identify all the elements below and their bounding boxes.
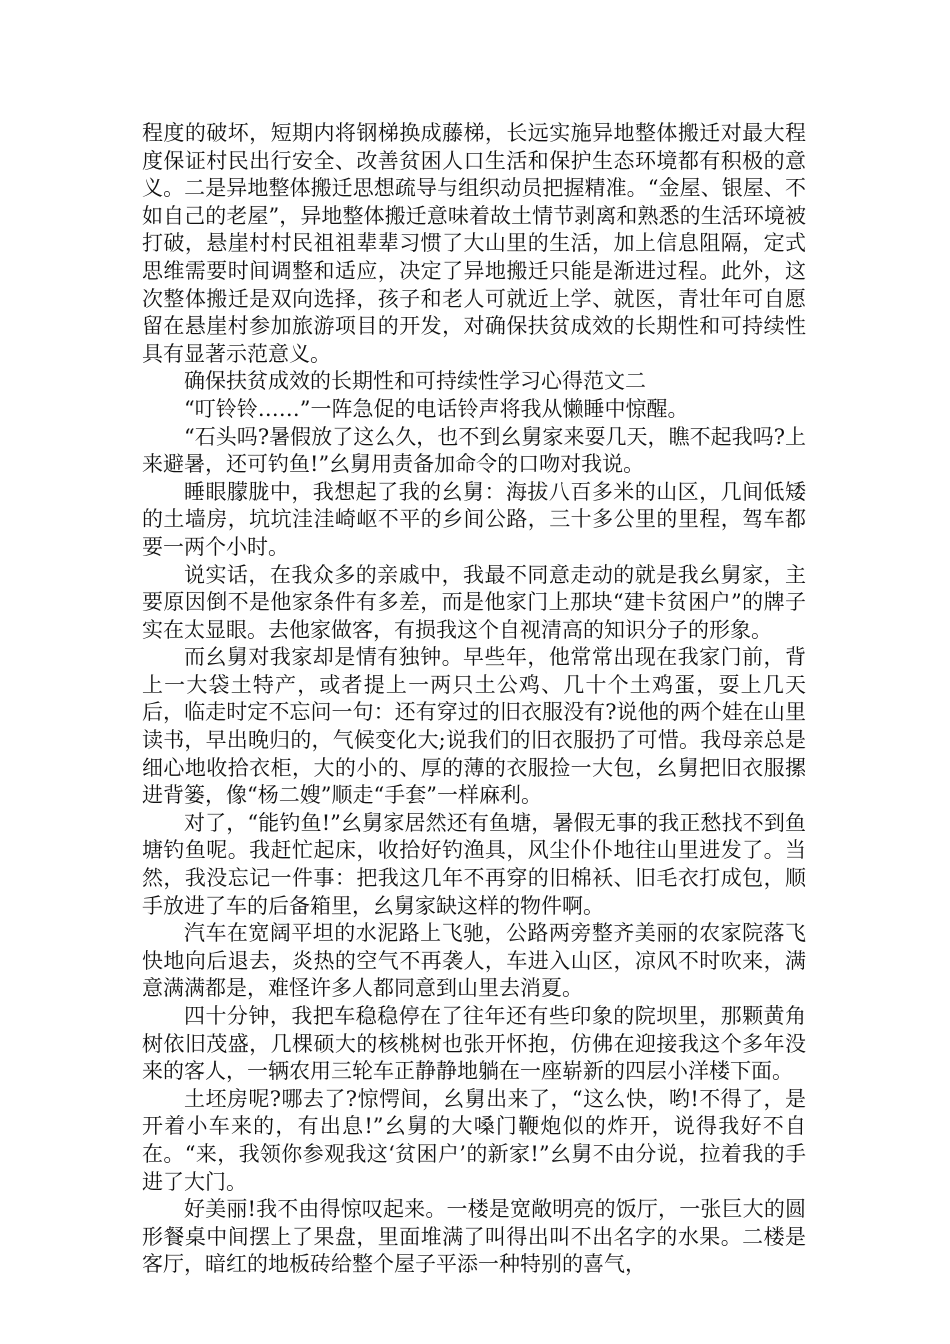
paragraph: 好美丽!我不由得惊叹起来。一楼是宽敞明亮的饭厅，一张巨大的圆形餐桌中间摆上了果盘，里面堆满了叫得出叫不出名字的水果。二楼是客厅，暗红的地板砖给整个屋子平添一种特别的喜气， — [142, 1197, 806, 1277]
paragraph: 对了，“能钓鱼!”幺舅家居然还有鱼塘，暑假无事的我正愁找不到鱼塘钓鱼呢。我赶忙起床，收拾好钓渔具，风尘仆仆地往山里进发了。当然，我没忘记一件事：把我这几年不再穿的旧棉袄、旧毛衣打成包，顺手放进了车的后备箱里，幺舅家缺这样的物件啊。 — [142, 810, 806, 918]
paragraph: 四十分钟，我把车稳稳停在了往年还有些印象的院坝里，那颗黄角树依旧茂盛，几棵硕大的核桃树也张开怀抱，仿佛在迎接我这个多年没来的客人，一辆农用三轮车正静静地躺在一座崭新的四层小洋楼下面。 — [142, 1004, 806, 1084]
paragraph: “石头吗?暑假放了这么久，也不到幺舅家来耍几天，瞧不起我吗?上来避暑，还可钓鱼!”幺舅用责备加命令的口吻对我说。 — [142, 424, 806, 477]
paragraph-continued: 程度的破坏，短期内将钢梯换成藤梯，长远实施异地整体搬迁对最大程度保证村民出行安全、改善贫困人口生活和保护生态环境都有积极的意义。二是异地整体搬迁思想疏导与组织动员把握精准。“金屋、银屋、不如自己的老屋”，异地整体搬迁意味着故土情节剥离和熟悉的生活环境被打破，悬崖村村民祖祖辈辈习惯了大山里的生活，加上信息阻隔，定式思维需要时间调整和适应，决定了异地搬迁只能是渐进过程。此外，这次整体搬迁是双向选择，孩子和老人可就近上学、就医，青壮年可自愿留在悬崖村参加旅游项目的开发，对确保扶贫成效的长期性和可持续性具有显著示范意义。 — [142, 121, 806, 366]
paragraph: 土坯房呢?哪去了?惊愕间，幺舅出来了，“这么快，哟!不得了，是开着小车来的，有出息!”幺舅的大嗓门鞭炮似的炸开，说得我好不自在。“来，我领你参观我这‘贫困户’的新家!”幺舅不由分说，拉着我的手进了大门。 — [142, 1086, 806, 1194]
paragraph: 汽车在宽阔平坦的水泥路上飞驰，公路两旁整齐美丽的农家院落飞快地向后退去，炎热的空气不再袭人，车进入山区，凉风不时吹来，满意满满都是，难怪许多人都同意到山里去消夏。 — [142, 921, 806, 1001]
section-heading: 确保扶贫成效的长期性和可持续性学习心得范文二 — [184, 369, 646, 394]
paragraph: 睡眼朦胧中，我想起了我的幺舅：海拔八百多米的山区，几间低矮的土墙房，坑坑洼洼崎岖不平的乡间公路，三十多公里的里程，驾车都要一两个小时。 — [142, 479, 806, 559]
document-page — [142, 120, 806, 1279]
paragraph: 说实话，在我众多的亲戚中，我最不同意走动的就是我幺舅家，主要原因倒不是他家条件有多差，而是他家门上那块“建卡贫困户”的牌子实在太显眼。去他家做客，有损我这个自视清高的知识分子的形象。 — [142, 562, 806, 642]
paragraph: 而幺舅对我家却是情有独钟。早些年，他常常出现在我家门前，背上一大袋土特产，或者提上一两只土公鸡、几十个土鸡蛋，耍上几天后，临走时定不忘问一句：还有穿过的旧衣服没有?说他的两个娃在山里读书，早出晚归的，气候变化大;说我们的旧衣服扔了可惜。我母亲总是细心地收拾衣柜，大的小的、厚的薄的衣服捡一大包，幺舅把旧衣服摞进背篓，像“杨二嫂”顺走“手套”一样麻利。 — [142, 645, 806, 808]
paragraph: “叮铃铃……”一阵急促的电话铃声将我从懒睡中惊醒。 — [184, 396, 689, 421]
